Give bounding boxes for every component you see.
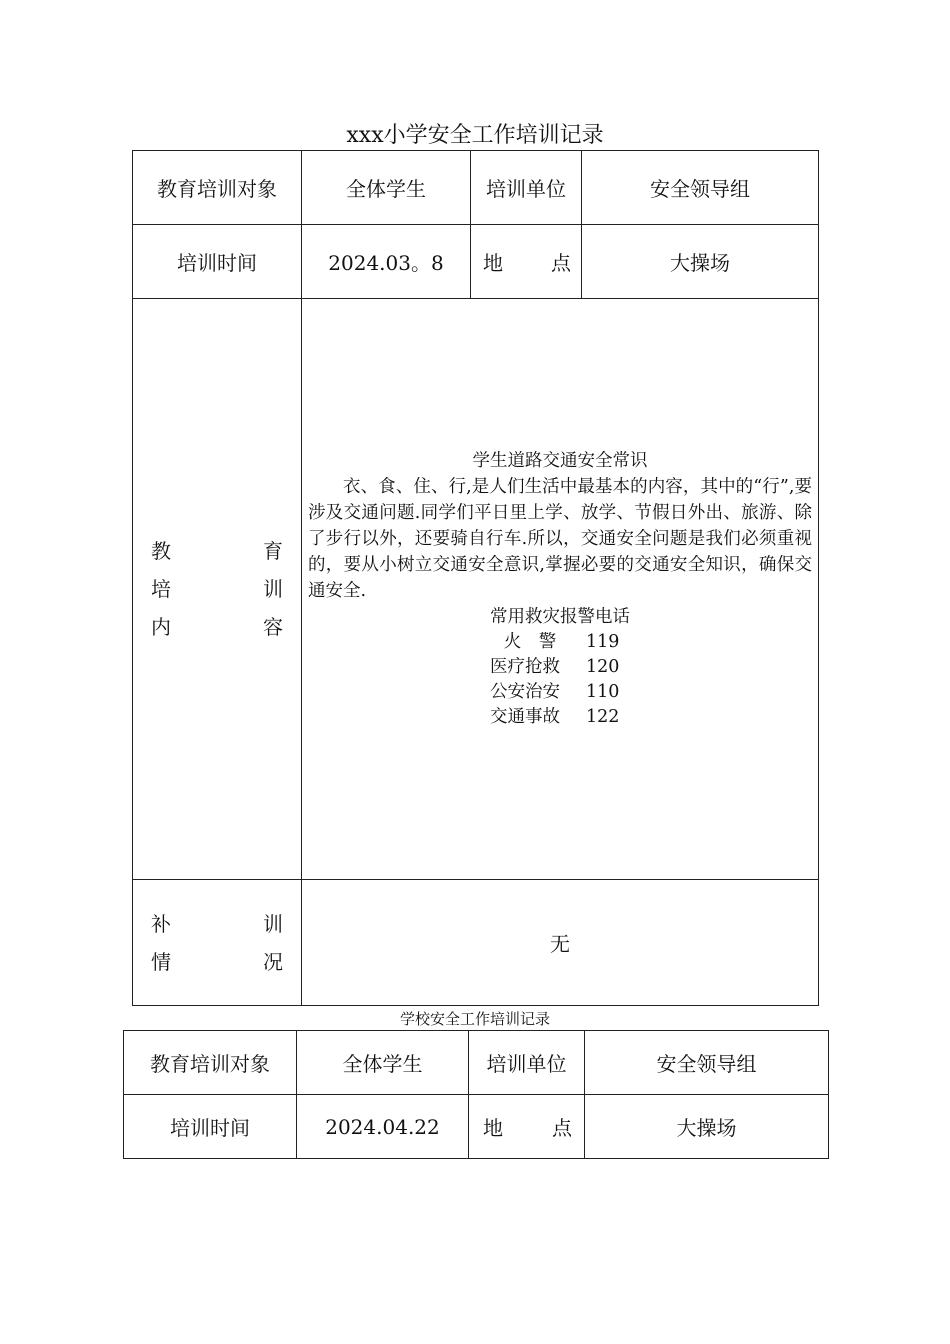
phones-heading: 常用救灾报警电话 xyxy=(490,607,630,627)
phone-number: 110 xyxy=(586,682,620,702)
list-item xyxy=(490,655,630,680)
place-label xyxy=(471,225,582,299)
label-char: 培 xyxy=(151,577,171,601)
list-item xyxy=(490,630,630,655)
unit-label: 培训单位 xyxy=(471,151,582,225)
label-char: 育 xyxy=(263,539,283,563)
content-cell xyxy=(302,299,819,880)
phone-number: 119 xyxy=(586,632,620,652)
table-row xyxy=(133,225,819,299)
table-row xyxy=(133,880,819,1006)
phone-label-text: 火 警 xyxy=(503,632,557,652)
training-record-table xyxy=(123,1030,829,1159)
phone-label: 交通事故 xyxy=(490,707,560,727)
place-label-char: 地 xyxy=(483,1116,503,1140)
label-char: 补 xyxy=(151,911,171,936)
place-label-char: 点 xyxy=(552,1116,572,1140)
label-char: 容 xyxy=(263,615,283,639)
target-value: 全体学生 xyxy=(297,1031,469,1095)
table-row xyxy=(124,1095,829,1159)
phone-number: 122 xyxy=(586,707,620,727)
place-label-char: 地 xyxy=(483,251,503,275)
phone-label xyxy=(490,630,570,655)
content-paragraph: 衣、食、住、行,是人们生活中最基本的内容，其中的“行”,要涉及交通问题.同学们平日里上学、放学、节假日外出、旅游、除了步行以外，还要骑自行车.所以，交通安全问题是我们必须重视的，要从小树立交通安全意识,掌握必要的交通安全知识，确保交通安全. xyxy=(308,477,812,601)
time-value: 2024.04.22 xyxy=(297,1095,469,1159)
list-item xyxy=(490,680,630,705)
place-value: 大操场 xyxy=(582,225,819,299)
table-row xyxy=(124,1031,829,1095)
place-value: 大操场 xyxy=(585,1095,829,1159)
phone-label: 公安治安 xyxy=(490,682,560,702)
content-heading: 学生道路交通安全常识 xyxy=(472,451,648,471)
label-char: 内 xyxy=(151,615,171,639)
target-label: 教育培训对象 xyxy=(133,151,302,225)
table-row xyxy=(133,151,819,225)
makeup-label xyxy=(133,880,302,1006)
phone-number: 120 xyxy=(586,657,620,677)
content-label-text xyxy=(133,538,301,640)
target-label: 教育培训对象 xyxy=(124,1031,297,1095)
table-row xyxy=(133,299,819,880)
place-label xyxy=(469,1095,585,1159)
makeup-value: 无 xyxy=(302,880,819,1006)
time-label: 培训时间 xyxy=(124,1095,297,1159)
content-label xyxy=(133,299,302,880)
list-item xyxy=(490,705,630,730)
time-value: 2024.03。8 xyxy=(302,225,471,299)
phone-label: 医疗抢救 xyxy=(490,657,560,677)
unit-label: 培训单位 xyxy=(469,1031,585,1095)
label-char: 情 xyxy=(151,949,171,974)
training-record-table xyxy=(132,150,819,1006)
phone-list xyxy=(490,630,630,730)
makeup-label-text xyxy=(133,911,301,975)
label-char: 训 xyxy=(263,911,283,936)
label-char: 况 xyxy=(263,949,283,974)
unit-value: 安全领导组 xyxy=(585,1031,829,1095)
record-title: xxx小学安全工作培训记录 xyxy=(346,123,604,148)
record-title: 学校安全工作培训记录 xyxy=(399,1010,550,1028)
label-char: 训 xyxy=(263,577,283,601)
target-value: 全体学生 xyxy=(302,151,471,225)
training-content xyxy=(302,448,818,730)
time-label: 培训时间 xyxy=(133,225,302,299)
label-char: 教 xyxy=(151,539,171,563)
place-label-char: 点 xyxy=(551,251,571,275)
unit-value: 安全领导组 xyxy=(582,151,819,225)
